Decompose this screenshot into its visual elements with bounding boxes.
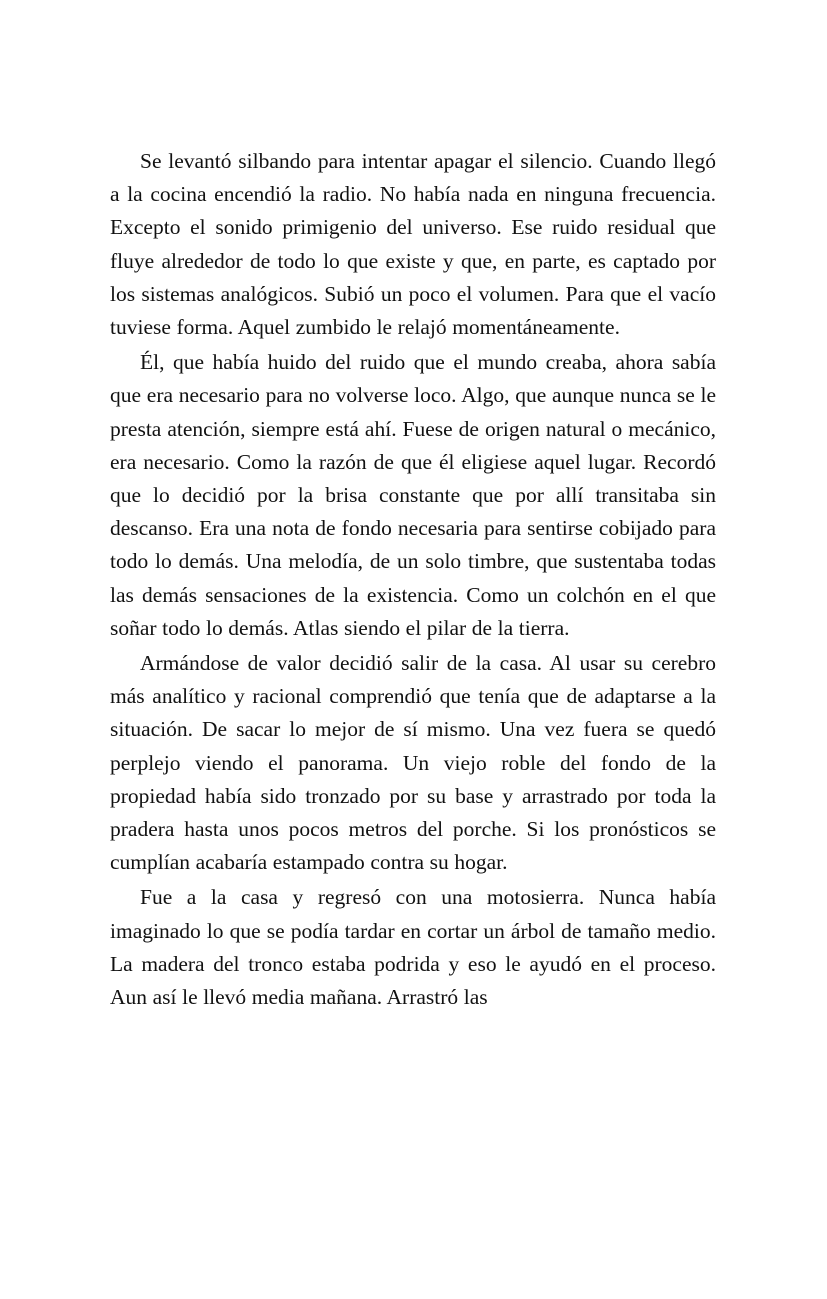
- body-paragraph-4: Fue a la casa y regresó con una motosierra. Nunca había imaginado lo que se podía tardar en cortar un árbol de tamaño medio. La madera del tronco estaba podrida y eso le ayudó en el proceso. Aun así le llevó media mañana. Arrastró las: [110, 885, 716, 1010]
- body-text-column: [110, 145, 716, 1014]
- body-paragraph-3: Armándose de valor decidió salir de la casa. Al usar su cerebro más analítico y racional comprendió que tenía que de adaptarse a la situación. De sacar lo mejor de sí mismo. Una vez fuera se quedó perplejo viendo el panorama. Un viejo roble del fondo de la propiedad había sido tronzado por su base y arrastrado por toda la pradera hasta unos pocos metros del porche. Si los pronósticos se cumplían acabaría estampado contra su hogar.: [110, 651, 716, 875]
- body-paragraph-2: Él, que había huido del ruido que el mundo creaba, ahora sabía que era necesario para no volverse loco. Algo, que aunque nunca se le presta atención, siempre está ahí. Fuese de origen natural o mecánico, era necesario. Como la razón de que él eligiese aquel lugar. Recordó que lo decidió por la brisa constante que por allí transitaba sin descanso. Era una nota de fondo necesaria para sentirse cobijado para todo lo demás. Una melodía, de un solo timbre, que sustentaba todas las demás sensaciones de la existencia. Como un colchón en el que soñar todo lo demás. Atlas siendo el pilar de la tierra.: [110, 350, 716, 640]
- body-paragraph-1: Se levantó silbando para intentar apagar el silencio. Cuando llegó a la cocina encendió la radio. No había nada en ninguna frecuencia. Excepto el sonido primigenio del universo. Ese ruido residual que fluye alrededor de todo lo que existe y que, en parte, es captado por los sistemas analógicos. Subió un poco el volumen. Para que el vacío tuviese forma. Aquel zumbido le relajó momentáneamente.: [110, 149, 716, 340]
